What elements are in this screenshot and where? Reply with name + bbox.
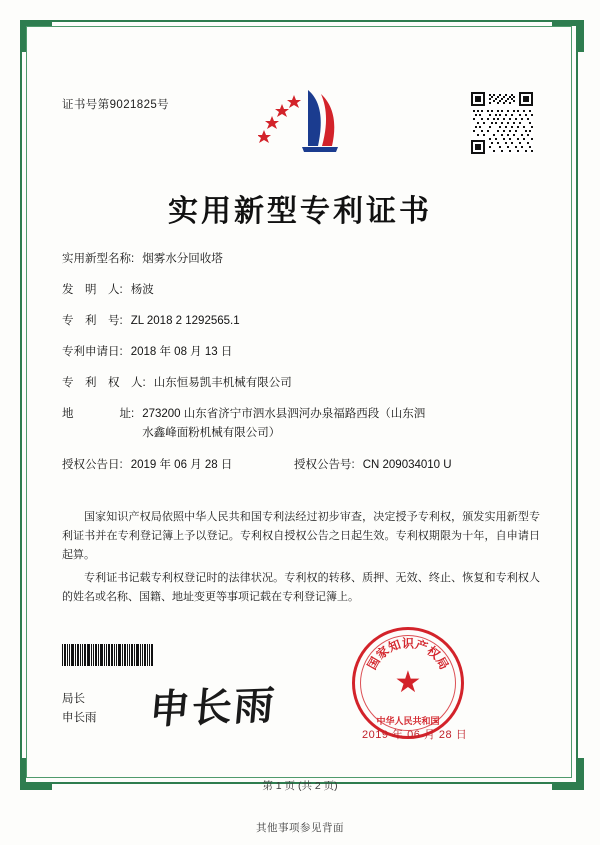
seal-bottom-text: 中华人民共和国 <box>376 716 440 726</box>
barcode-bar <box>64 644 66 666</box>
barcode-bar <box>80 644 81 666</box>
address-line-2: 水鑫峰面粉机械有限公司） <box>142 427 281 439</box>
field-label: 专利申请日: <box>62 346 123 358</box>
barcode-bar <box>140 644 141 666</box>
border-corner-top-left <box>20 20 52 52</box>
grant-date-cell <box>62 456 294 474</box>
handwritten-signature: 申长雨 <box>147 681 279 734</box>
field-value: 烟雾水分回收塔 <box>142 253 223 265</box>
field-label: 发 明 人: <box>62 284 123 296</box>
grant-date-value: 2019 年 06 月 28 日 <box>130 459 233 471</box>
barcode-bar <box>134 644 135 666</box>
director-name-label: 申长雨 <box>62 712 97 724</box>
field-row <box>62 343 540 361</box>
seal-star-icon: ★ <box>394 666 422 699</box>
barcode-bar <box>69 644 70 666</box>
barcode-bar <box>77 644 79 666</box>
barcode-bar <box>84 644 86 666</box>
barcode-bar <box>98 644 99 666</box>
barcode-bar <box>124 644 126 666</box>
signature-block <box>62 690 97 728</box>
grant-row <box>62 456 540 474</box>
legal-paragraph-1: 国家知识产权局依照中华人民共和国专利法经过初步审查，决定授予专利权，颁发实用新型专利证书并在专利登记簿上予以登记。专利权自授权公告之日起生效。专利权期限为十年，自申请日起算。 <box>62 511 540 561</box>
barcode-bar <box>104 644 105 666</box>
field-value: 2018 年 08 月 13 日 <box>130 346 233 358</box>
certificate-fields <box>62 250 540 487</box>
barcode-bar <box>95 644 97 666</box>
barcode-bar <box>67 644 68 666</box>
official-red-seal <box>352 627 464 739</box>
page-title: 实用新型专利证书 <box>168 194 432 229</box>
address-value <box>134 405 540 443</box>
barcode-bar <box>118 644 121 666</box>
seal-arc-char: 局 <box>433 654 452 672</box>
field-value: 杨波 <box>130 284 154 296</box>
footer-note: 其他事项参见背面 <box>256 822 344 834</box>
seal-arc-char: 产 <box>413 637 430 655</box>
barcode-bar <box>71 644 74 666</box>
barcode-bar <box>111 644 113 666</box>
barcode-bar <box>149 644 150 666</box>
field-row <box>62 250 540 268</box>
grant-number-label: 授权公告号: <box>294 459 355 471</box>
field-value: 山东恒易凯丰机械有限公司 <box>153 377 292 389</box>
barcode-bar <box>91 644 92 666</box>
field-row <box>62 281 540 299</box>
barcode-bar <box>75 644 76 666</box>
certificate-number: 证书号第9021825号 <box>62 99 170 111</box>
barcode <box>62 644 162 666</box>
qr-code <box>471 92 533 154</box>
barcode-bar <box>62 644 63 666</box>
seal-arc-char: 家 <box>373 643 392 662</box>
director-title-label: 局长 <box>62 693 85 705</box>
barcode-bar <box>151 644 153 666</box>
seal-arc-char: 识 <box>401 636 415 651</box>
seal-arc-char: 知 <box>386 637 403 655</box>
barcode-bar <box>106 644 107 666</box>
field-label: 实用新型名称: <box>62 253 135 265</box>
field-label: 专 利 号: <box>62 315 123 327</box>
grant-pair <box>62 456 540 474</box>
barcode-bar <box>127 644 128 666</box>
grant-number-cell <box>294 456 452 474</box>
barcode-bar <box>82 644 83 666</box>
address-line-1: 273200 山东省济宁市泗水县泗河办泉福路西段（山东泗 <box>142 408 426 420</box>
grant-number-value: CN 209034010 U <box>362 459 452 471</box>
grant-date-label: 授权公告日: <box>62 459 123 471</box>
barcode-bar <box>114 644 115 666</box>
barcode-bar <box>136 644 139 666</box>
border-corner-top-right <box>552 20 584 52</box>
seal-arc-char: 权 <box>424 643 443 662</box>
barcode-bar <box>108 644 110 666</box>
field-row <box>62 312 540 330</box>
barcode-bar <box>122 644 123 666</box>
address-label: 地 址: <box>62 408 135 420</box>
barcode-bar <box>144 644 146 666</box>
barcode-bar <box>100 644 103 666</box>
seal-date: 2019 年 06 月 28 日 <box>362 729 468 741</box>
legal-text <box>62 508 540 611</box>
barcode-bar <box>129 644 130 666</box>
barcode-bar <box>142 644 143 666</box>
barcode-bar <box>87 644 90 666</box>
barcode-bar <box>93 644 94 666</box>
seal-arc-char: 国 <box>364 654 383 672</box>
field-label: 专 利 权 人: <box>62 377 146 389</box>
cnipa-sail-logo-icon <box>258 84 344 158</box>
legal-paragraph-2: 专利证书记载专利权登记时的法律状况。专利权的转移、质押、无效、终止、恢复和专利权人的姓名或名称、国籍、地址变更等事项记载在专利登记簿上。 <box>62 572 540 603</box>
field-value: ZL 2018 2 1292565.1 <box>130 315 240 327</box>
address-row <box>62 405 540 443</box>
barcode-bar <box>147 644 148 666</box>
barcode-bar <box>131 644 133 666</box>
page-number: 第 1 页 (共 2 页) <box>262 780 338 792</box>
barcode-bar <box>116 644 117 666</box>
field-row <box>62 374 540 392</box>
